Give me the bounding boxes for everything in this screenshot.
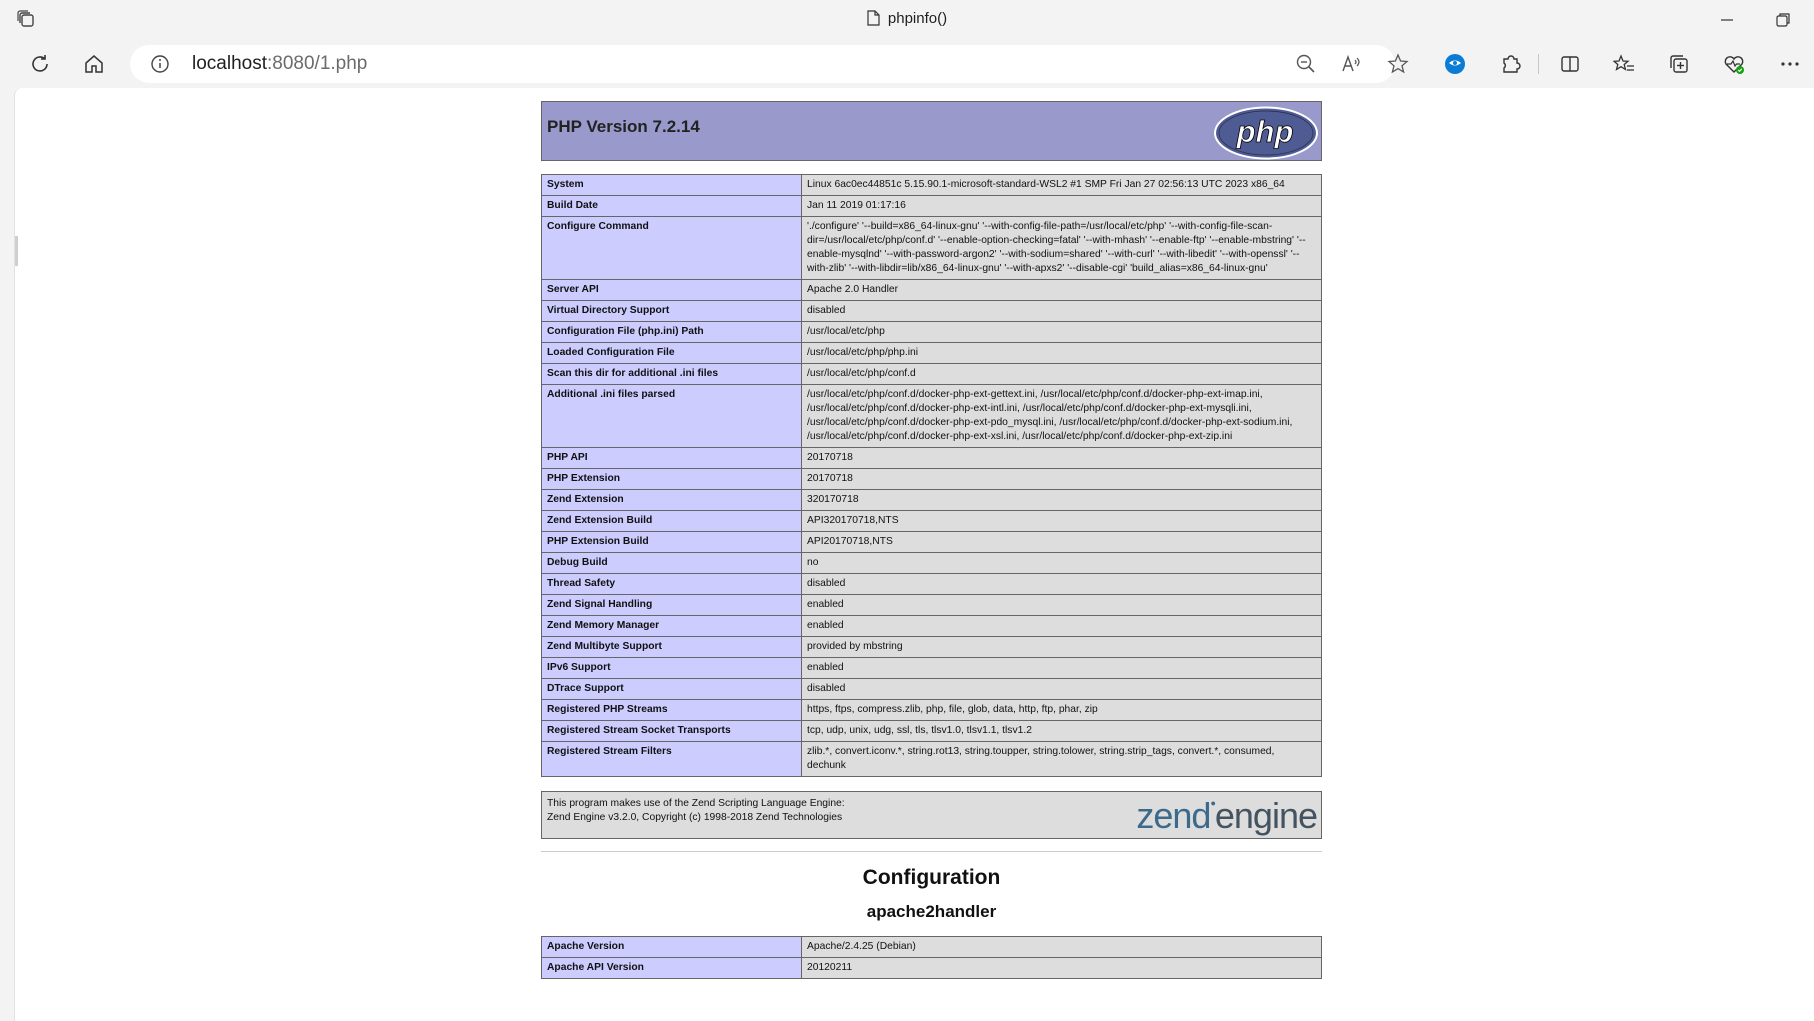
table-row <box>542 364 1322 385</box>
table-row <box>542 385 1322 448</box>
row-value: 20170718 <box>802 448 1322 469</box>
toolbar-separator <box>1538 54 1539 74</box>
zend-logo-word-1: zend <box>1136 795 1211 836</box>
row-key: Registered PHP Streams <box>542 700 802 721</box>
row-value: './configure' '--build=x86_64-linux-gnu' '--with-config-file-path=/usr/local/etc/php' '--with-config-file-scan-dir=/usr/local/etc/php/conf.d' '--enable-option-checking=fatal' '--with-mhash' '--enable-ftp' '--enable-mbstring' '--enable-mysqlnd' '--with-password-argon2' '--with-sodium=shared' '--with-curl' '--with-libedit' '--with-openssl' '--with-zlib' '--with-libdir=lib/x86_64-linux-gnu' '--with-apxs2' '--disable-cgi' 'build_alias=x86_64-linux-gnu' <box>802 217 1322 280</box>
browser-health-button[interactable] <box>1720 50 1748 78</box>
row-value: no <box>802 553 1322 574</box>
row-value: enabled <box>802 658 1322 679</box>
row-value: 20170718 <box>802 469 1322 490</box>
table-row <box>542 700 1322 721</box>
apache2handler-table <box>541 936 1322 979</box>
extensions-button[interactable] <box>1497 50 1525 78</box>
row-key: Zend Extension Build <box>542 511 802 532</box>
row-key: Registered Stream Filters <box>542 742 802 777</box>
php-logo[interactable] <box>1213 106 1319 160</box>
php-logo-text: php <box>1236 114 1294 149</box>
table-row <box>542 196 1322 217</box>
refresh-icon <box>29 53 51 75</box>
row-value: 20120211 <box>802 958 1322 979</box>
row-value: /usr/local/etc/php/conf.d/docker-php-ext-gettext.ini, /usr/local/etc/php/conf.d/docker-php-ext-imap.ini, /usr/local/etc/php/conf.d/docker-php-ext-intl.ini, /usr/local/etc/php/conf.d/docker-php-ext-mysqli.ini, /usr/local/etc/php/conf.d/docker-php-ext-pdo_mysql.ini, /usr/local/etc/php/conf.d/docker-php-ext-sodium.ini, /usr/local/etc/php/conf.d/docker-php-ext-xsl.ini, /usr/local/etc/php/conf.d/docker-php-ext-zip.ini <box>802 385 1322 448</box>
url-path: :8080/1.php <box>267 53 368 74</box>
row-key: DTrace Support <box>542 679 802 700</box>
table-row <box>542 637 1322 658</box>
row-key: Apache API Version <box>542 958 802 979</box>
row-key: Zend Signal Handling <box>542 595 802 616</box>
table-row <box>542 301 1322 322</box>
row-key: Registered Stream Socket Transports <box>542 721 802 742</box>
table-row <box>542 574 1322 595</box>
zend-engine-text <box>547 797 845 825</box>
table-row <box>542 937 1322 958</box>
phpinfo-content <box>541 101 1322 979</box>
row-key: Virtual Directory Support <box>542 301 802 322</box>
row-key: Zend Memory Manager <box>542 616 802 637</box>
row-value: Jan 11 2019 01:17:16 <box>802 196 1322 217</box>
zend-engine-logo[interactable] <box>1136 795 1317 837</box>
row-key: Thread Safety <box>542 574 802 595</box>
document-icon <box>867 10 880 26</box>
zend-line-1: This program makes use of the Zend Scripting Language Engine: <box>547 798 845 809</box>
tab-title[interactable] <box>0 10 1814 27</box>
table-row <box>542 958 1322 979</box>
row-value: Apache/2.4.25 (Debian) <box>802 937 1322 958</box>
zend-logo-word-2: engine <box>1214 795 1317 836</box>
site-info-icon[interactable] <box>150 54 170 74</box>
collections-button[interactable] <box>1665 50 1693 78</box>
copilot-shield-icon <box>1443 52 1467 76</box>
url-host: localhost <box>192 53 267 74</box>
window-title-bar <box>0 0 1814 40</box>
extension-browser-essentials[interactable] <box>1441 50 1469 78</box>
split-screen-icon <box>1559 53 1581 75</box>
row-key: System <box>542 175 802 196</box>
browser-toolbar <box>0 40 1814 88</box>
row-value: API320170718,NTS <box>802 511 1322 532</box>
row-value: API20170718,NTS <box>802 532 1322 553</box>
row-key: PHP Extension Build <box>542 532 802 553</box>
table-row <box>542 721 1322 742</box>
zend-line-2: Zend Engine v3.2.0, Copyright (c) 1998-2018 Zend Technologies <box>547 812 843 823</box>
row-value: zlib.*, convert.iconv.*, string.rot13, string.toupper, string.tolower, string.strip_tags, convert.*, consumed, dechunk <box>802 742 1322 777</box>
php-info-table <box>541 174 1322 777</box>
row-key: PHP API <box>542 448 802 469</box>
row-value: /usr/local/etc/php/conf.d <box>802 364 1322 385</box>
collections-icon <box>1668 53 1690 75</box>
row-value: disabled <box>802 679 1322 700</box>
row-value: enabled <box>802 595 1322 616</box>
table-row <box>542 448 1322 469</box>
zend-engine-box <box>541 791 1322 839</box>
table-row <box>542 322 1322 343</box>
split-screen-button[interactable] <box>1556 50 1584 78</box>
row-key: Zend Multibyte Support <box>542 637 802 658</box>
minimize-icon[interactable] <box>1716 9 1738 31</box>
configuration-heading: Configuration <box>862 866 1001 889</box>
url-text[interactable] <box>192 53 367 75</box>
puzzle-icon <box>1500 53 1522 75</box>
address-bar[interactable] <box>130 45 1395 83</box>
home-icon <box>83 53 105 75</box>
table-row <box>542 490 1322 511</box>
table-row <box>542 280 1322 301</box>
table-row <box>542 658 1322 679</box>
table-row <box>542 616 1322 637</box>
row-value: enabled <box>802 616 1322 637</box>
row-key: Server API <box>542 280 802 301</box>
table-row <box>542 343 1322 364</box>
zend-logo-dot: ● <box>1210 798 1215 808</box>
row-value: disabled <box>802 574 1322 595</box>
row-value: /usr/local/etc/php <box>802 322 1322 343</box>
row-key: Additional .ini files parsed <box>542 385 802 448</box>
row-key: Scan this dir for additional .ini files <box>542 364 802 385</box>
row-key: Loaded Configuration File <box>542 343 802 364</box>
sidebar-edge-handle[interactable] <box>15 236 18 266</box>
favorites-button[interactable] <box>1610 50 1638 78</box>
table-row <box>542 175 1322 196</box>
read-aloud-icon[interactable] <box>1340 53 1362 75</box>
table-row <box>542 595 1322 616</box>
module-heading: apache2handler <box>866 902 997 921</box>
row-key: PHP Extension <box>542 469 802 490</box>
php-version-header <box>541 101 1322 161</box>
row-value: tcp, udp, unix, udg, ssl, tls, tlsv1.0, tlsv1.1, tlsv1.2 <box>802 721 1322 742</box>
home-button[interactable] <box>80 50 108 78</box>
row-value: /usr/local/etc/php/php.ini <box>802 343 1322 364</box>
refresh-button[interactable] <box>26 50 54 78</box>
ellipsis-icon <box>1779 53 1801 75</box>
row-key: Configuration File (php.ini) Path <box>542 322 802 343</box>
favorite-star-icon[interactable] <box>1387 53 1409 75</box>
section-divider <box>541 851 1322 852</box>
table-row <box>542 511 1322 532</box>
php-info-rows <box>542 175 1322 777</box>
row-value: Apache 2.0 Handler <box>802 280 1322 301</box>
row-value: https, ftps, compress.zlib, php, file, glob, data, http, ftp, phar, zip <box>802 700 1322 721</box>
more-menu-button[interactable] <box>1776 50 1804 78</box>
row-value: Linux 6ac0ec44851c 5.15.90.1-microsoft-standard-WSL2 #1 SMP Fri Jan 27 02:56:13 UTC 2023 x86_64 <box>802 175 1322 196</box>
row-key: IPv6 Support <box>542 658 802 679</box>
row-key: Apache Version <box>542 937 802 958</box>
tab-title-text: phpinfo() <box>887 10 948 27</box>
row-key: Configure Command <box>542 217 802 280</box>
row-value: 320170718 <box>802 490 1322 511</box>
page-viewport[interactable] <box>14 88 1814 1021</box>
apache2handler-rows <box>542 937 1322 979</box>
row-key: Debug Build <box>542 553 802 574</box>
table-row <box>542 469 1322 490</box>
table-row <box>542 532 1322 553</box>
row-key: Build Date <box>542 196 802 217</box>
row-key: Zend Extension <box>542 490 802 511</box>
zoom-out-icon[interactable] <box>1295 53 1317 75</box>
table-row <box>542 679 1322 700</box>
table-row <box>542 217 1322 280</box>
page-title: PHP Version 7.2.14 <box>547 117 700 136</box>
row-value: disabled <box>802 301 1322 322</box>
heart-pulse-icon <box>1722 52 1746 76</box>
table-row <box>542 553 1322 574</box>
row-value: provided by mbstring <box>802 637 1322 658</box>
table-row <box>542 742 1322 777</box>
favorites-list-icon <box>1613 53 1635 75</box>
restore-icon[interactable] <box>1772 9 1794 31</box>
